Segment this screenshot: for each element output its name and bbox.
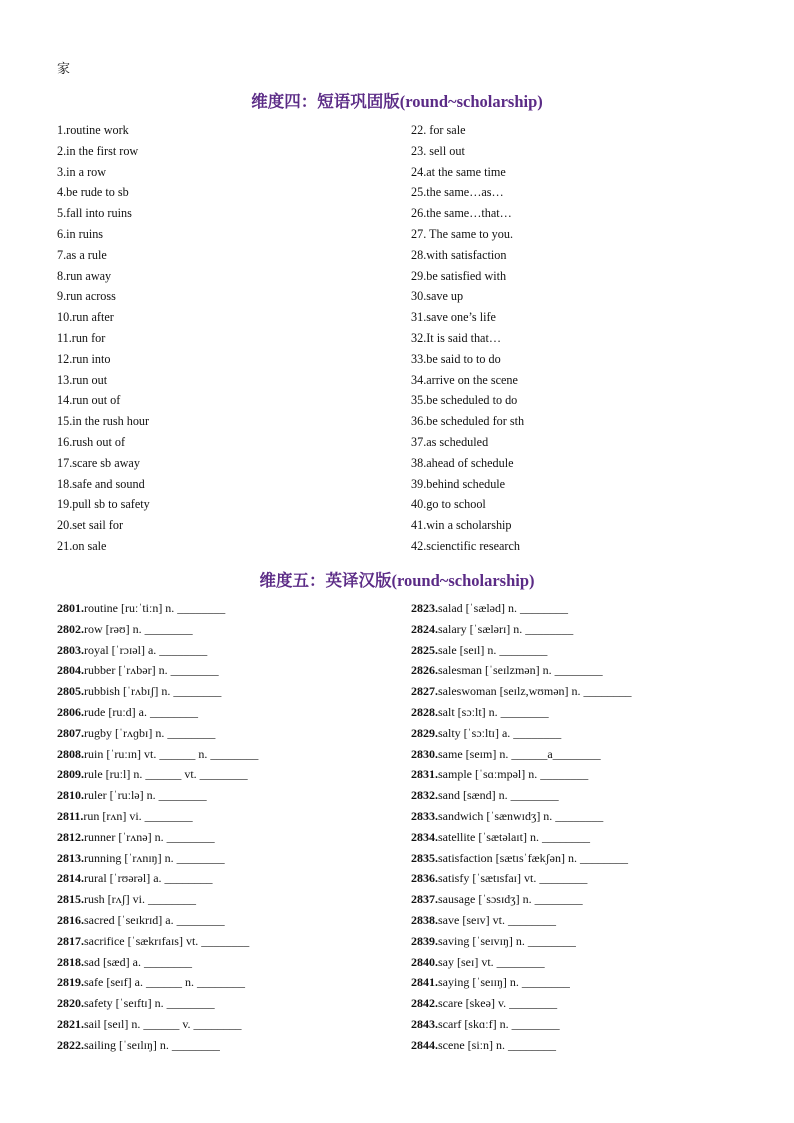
vocab-item <box>411 993 771 1014</box>
vocab-number: 2807. <box>57 725 84 740</box>
vocab-number: 2817. <box>57 933 84 948</box>
phrase-item: 22. for sale <box>411 123 466 137</box>
vocab-item <box>57 681 417 702</box>
phrase-item: 9.run across <box>57 289 116 304</box>
vocab-item <box>57 868 417 889</box>
vocab-number: 2808. <box>57 746 84 761</box>
vocab-item <box>57 972 417 993</box>
phrase-item: 37.as scheduled <box>411 434 489 449</box>
phrase-item: 28.with satisfaction <box>411 247 507 262</box>
phrase-item: 40.go to school <box>411 497 486 512</box>
vocab-number: 2835. <box>411 850 438 865</box>
vocab-entry: salad [ˈsæləd] n. ________ <box>438 601 568 615</box>
phrase-item: 39.behind schedule <box>411 476 506 491</box>
vocab-item <box>411 764 771 785</box>
phrase-item: 38.ahead of schedule <box>411 455 514 470</box>
phrase-item: 13.run out <box>57 372 108 387</box>
vocab-item <box>411 1014 771 1035</box>
vocab-entry: save [seɪv] vt. ________ <box>438 912 556 927</box>
phrase-item: 14.run out of <box>57 393 121 408</box>
vocab-item <box>411 660 771 681</box>
vocab-entry: sacred [ˈseɪkrɪd] a. ________ <box>84 912 225 927</box>
vocab-number: 2822. <box>57 1037 84 1052</box>
vocab-entry: sausage [ˈsɔsɪdʒ] n. ________ <box>438 892 583 907</box>
phrase-item: 21.on sale <box>57 538 107 553</box>
vocab-number: 2814. <box>57 871 84 886</box>
vocab-item <box>411 619 771 640</box>
vocab-number: 2824. <box>411 621 438 636</box>
vocab-number: 2818. <box>57 954 84 969</box>
phrase-item: 16.rush out of <box>57 434 126 449</box>
section5-title: 维度五：英译汉版(round~scholarship) <box>259 571 535 590</box>
phrase-item: 26.the same…that… <box>411 206 512 221</box>
phrase-item: 30.save up <box>411 289 464 304</box>
vocab-item <box>57 1014 417 1035</box>
vocab-number: 2843. <box>411 1016 438 1031</box>
vocab-item <box>57 764 417 785</box>
vocab-number: 2804. <box>57 663 84 678</box>
vocab-entry: sale [seɪl] n. ________ <box>438 642 548 657</box>
vocab-number: 2831. <box>411 767 438 782</box>
vocab-item <box>411 640 771 661</box>
vocab-entry: salary [ˈsælərɪ] n. ________ <box>438 621 574 636</box>
vocab-item <box>57 660 417 681</box>
phrase-item: 15.in the rush hour <box>57 414 150 429</box>
vocab-number: 2830. <box>411 746 438 761</box>
phrase-item: 29.be satisfied with <box>411 268 507 283</box>
vocab-number: 2827. <box>411 684 438 699</box>
vocab-entry: safe [seɪf] a. ______ n. ________ <box>84 975 245 990</box>
phrase-item: 36.be scheduled for sth <box>411 414 525 429</box>
vocab-entry: ruin [ˈruːɪn] vt. ______ n. ________ <box>84 746 259 761</box>
phrase-item: 27. The same to you. <box>411 226 513 241</box>
vocab-entry: rude [ruːd] a. ________ <box>84 704 198 719</box>
vocab-number: 2832. <box>411 788 438 803</box>
phrase-item: 24.at the same time <box>411 164 506 179</box>
vocab-number: 2825. <box>411 642 438 657</box>
phrase-item: 17.scare sb away <box>57 455 140 470</box>
vocab-number: 2840. <box>411 954 438 969</box>
vocab-entry: runner [ˈrʌnə] n. ________ <box>84 829 215 844</box>
vocab-number: 2839. <box>411 933 438 948</box>
vocab-number: 2823. <box>411 601 438 615</box>
vocab-number: 2813. <box>57 850 84 865</box>
vocab-number: 2833. <box>411 808 438 823</box>
vocab-number: 2810. <box>57 788 84 803</box>
vocab-number: 2806. <box>57 704 84 719</box>
phrase-item: 20.set sail for <box>57 518 124 533</box>
vocab-number: 2816. <box>57 912 84 927</box>
vocab-entry: rural [ˈrʊərəl] a. ________ <box>84 871 213 886</box>
phrase-item: 23. sell out <box>411 143 465 158</box>
vocab-item <box>57 952 417 973</box>
vocab-entry: row [rəʊ] n. ________ <box>84 621 193 636</box>
vocab-entry: satisfy [ˈsætɪsfaɪ] vt. ________ <box>438 871 588 886</box>
phrase-item: 8.run away <box>57 268 112 283</box>
vocab-item <box>57 827 417 848</box>
phrase-item: 42.scienctific research <box>411 538 520 553</box>
vocab-entry: rush [rʌʃ] vi. ________ <box>84 892 196 907</box>
vocab-entry: sand [sænd] n. ________ <box>438 788 559 803</box>
vocab-entry: saying [ˈseɪɪŋ] n. ________ <box>438 975 570 990</box>
vocab-entry: rugby [ˈrʌɡbɪ] n. ________ <box>84 725 216 740</box>
vocab-number: 2802. <box>57 621 84 636</box>
vocab-item <box>411 910 771 931</box>
vocab-entry: safety [ˈseɪftɪ] n. ________ <box>84 996 215 1011</box>
phrase-item: 32.It is said that… <box>411 330 502 345</box>
vocab-item <box>411 785 771 806</box>
vocab-entry: same [seɪm] n. ______a________ <box>438 746 601 761</box>
phrase-item: 4.be rude to sb <box>57 185 129 200</box>
vocab-item <box>411 744 771 765</box>
vocab-item <box>411 723 771 744</box>
vocab-entry: sample [ˈsɑːmpəl] n. ________ <box>438 767 589 782</box>
phrase-item: 19.pull sb to safety <box>57 497 150 512</box>
vocab-entry: sacrifice [ˈsækrɪfaɪs] vt. ________ <box>84 933 250 948</box>
phrase-item: 12.run into <box>57 351 111 366</box>
vocab-number: 2837. <box>411 892 438 907</box>
vocab-item <box>57 931 417 952</box>
phrase-item: 34.arrive on the scene <box>411 372 518 387</box>
vocab-entry: salt [sɔːlt] n. ________ <box>438 704 549 719</box>
vocab-number: 2828. <box>411 704 438 719</box>
section5-left-column <box>57 598 417 1056</box>
vocab-item <box>57 910 417 931</box>
vocab-number: 2821. <box>57 1016 84 1031</box>
vocab-item <box>411 827 771 848</box>
vocab-item <box>411 1035 771 1056</box>
vocab-entry: rubbish [ˈrʌbɪʃ] n. ________ <box>84 684 222 699</box>
phrase-item: 25.the same…as… <box>411 185 504 200</box>
vocab-number: 2844. <box>411 1037 438 1052</box>
phrase-item: 3.in a row <box>57 164 107 179</box>
vocab-item <box>57 640 417 661</box>
phrase-item: 2.in the first row <box>57 143 139 158</box>
vocab-item <box>57 993 417 1014</box>
section5-right-column <box>411 598 771 1056</box>
vocab-number: 2801. <box>57 601 84 615</box>
vocab-item <box>57 889 417 910</box>
vocab-entry: say [seɪ] vt. ________ <box>438 954 545 969</box>
phrase-item: 6.in ruins <box>57 226 104 241</box>
vocab-item <box>411 952 771 973</box>
phrase-item: 11.run for <box>57 330 106 345</box>
vocab-number: 2809. <box>57 767 84 782</box>
vocab-entry: satisfaction [sætɪsˈfækʃən] n. ________ <box>438 850 628 865</box>
vocab-entry: ruler [ˈruːlə] n. ________ <box>84 788 207 803</box>
vocab-entry: running [ˈrʌnɪŋ] n. ________ <box>84 850 225 865</box>
vocab-entry: sail [seɪl] n. ______ v. ________ <box>84 1016 242 1031</box>
vocab-number: 2841. <box>411 975 438 990</box>
vocab-item <box>411 868 771 889</box>
vocab-entry: salesman [ˈseɪlzmən] n. ________ <box>438 663 603 678</box>
phrase-item: 7.as a rule <box>57 247 107 262</box>
vocab-number: 2834. <box>411 829 438 844</box>
vocab-number: 2815. <box>57 892 84 907</box>
vocab-number: 2829. <box>411 725 438 740</box>
vocab-entry: routine [ruːˈtiːn] n. ________ <box>84 601 226 615</box>
phrase-item: 31.save one’s life <box>411 310 496 325</box>
vocab-entry: scarf [skɑːf] n. ________ <box>438 1016 560 1031</box>
vocab-entry: sad [sæd] a. ________ <box>84 954 192 969</box>
vocab-number: 2803. <box>57 642 84 657</box>
vocab-item <box>57 785 417 806</box>
vocab-entry: run [rʌn] vi. ________ <box>83 808 193 823</box>
vocab-item <box>411 702 771 723</box>
vocab-entry: scene [siːn] n. ________ <box>438 1037 556 1052</box>
vocab-entry: sandwich [ˈsænwɪdʒ] n. ________ <box>438 808 604 823</box>
phrase-item: 33.be said to to do <box>411 351 501 366</box>
vocab-item <box>411 848 771 869</box>
vocab-item <box>411 972 771 993</box>
vocab-entry: salty [ˈsɔːltɪ] a. ________ <box>438 725 562 740</box>
vocab-entry: royal [ˈrɔɪəl] a. ________ <box>84 642 208 657</box>
vocab-item <box>411 931 771 952</box>
vocab-item <box>57 744 417 765</box>
vocab-number: 2819. <box>57 975 84 990</box>
vocab-item <box>57 723 417 744</box>
section4-title: 维度四：短语巩固版(round~scholarship) <box>251 92 543 111</box>
section4-right-column <box>411 120 771 557</box>
vocab-entry: rule [ruːl] n. ______ vt. ________ <box>84 767 248 782</box>
vocab-entry: satellite [ˈsætəlaɪt] n. ________ <box>438 829 590 844</box>
vocab-item <box>411 598 771 619</box>
vocab-item <box>57 619 417 640</box>
vocab-item <box>57 806 417 827</box>
vocab-number: 2838. <box>411 912 438 927</box>
vocab-entry: rubber [ˈrʌbər] n. ________ <box>84 663 219 678</box>
vocab-number: 2805. <box>57 684 84 699</box>
phrase-item: 10.run after <box>57 310 114 325</box>
vocab-number: 2820. <box>57 996 84 1011</box>
vocab-entry: saving [ˈseɪvɪŋ] n. ________ <box>438 933 576 948</box>
section4-left-column <box>57 120 417 557</box>
vocab-item <box>411 889 771 910</box>
header-character: 家 <box>57 61 71 76</box>
vocab-item <box>411 681 771 702</box>
vocab-item <box>57 598 417 619</box>
phrase-item: 18.safe and sound <box>57 476 145 491</box>
phrase-item: 5.fall into ruins <box>57 206 132 221</box>
vocab-entry: scare [skeə] v. ________ <box>438 996 558 1011</box>
vocab-item <box>57 702 417 723</box>
vocab-item <box>411 806 771 827</box>
vocab-number: 2826. <box>411 663 438 678</box>
vocab-number: 2842. <box>411 996 438 1011</box>
vocab-item <box>57 1035 417 1056</box>
vocab-number: 2811. <box>57 808 84 823</box>
vocab-entry: saleswoman [seɪlz,wʊmən] n. ________ <box>438 684 632 699</box>
vocab-item <box>57 848 417 869</box>
vocab-number: 2836. <box>411 871 438 886</box>
phrase-item: 1.routine work <box>57 123 129 137</box>
phrase-item: 41.win a scholarship <box>411 518 512 533</box>
vocab-number: 2812. <box>57 829 84 844</box>
vocab-entry: sailing [ˈseɪlɪŋ] n. ________ <box>84 1037 220 1052</box>
phrase-item: 35.be scheduled to do <box>411 393 518 408</box>
